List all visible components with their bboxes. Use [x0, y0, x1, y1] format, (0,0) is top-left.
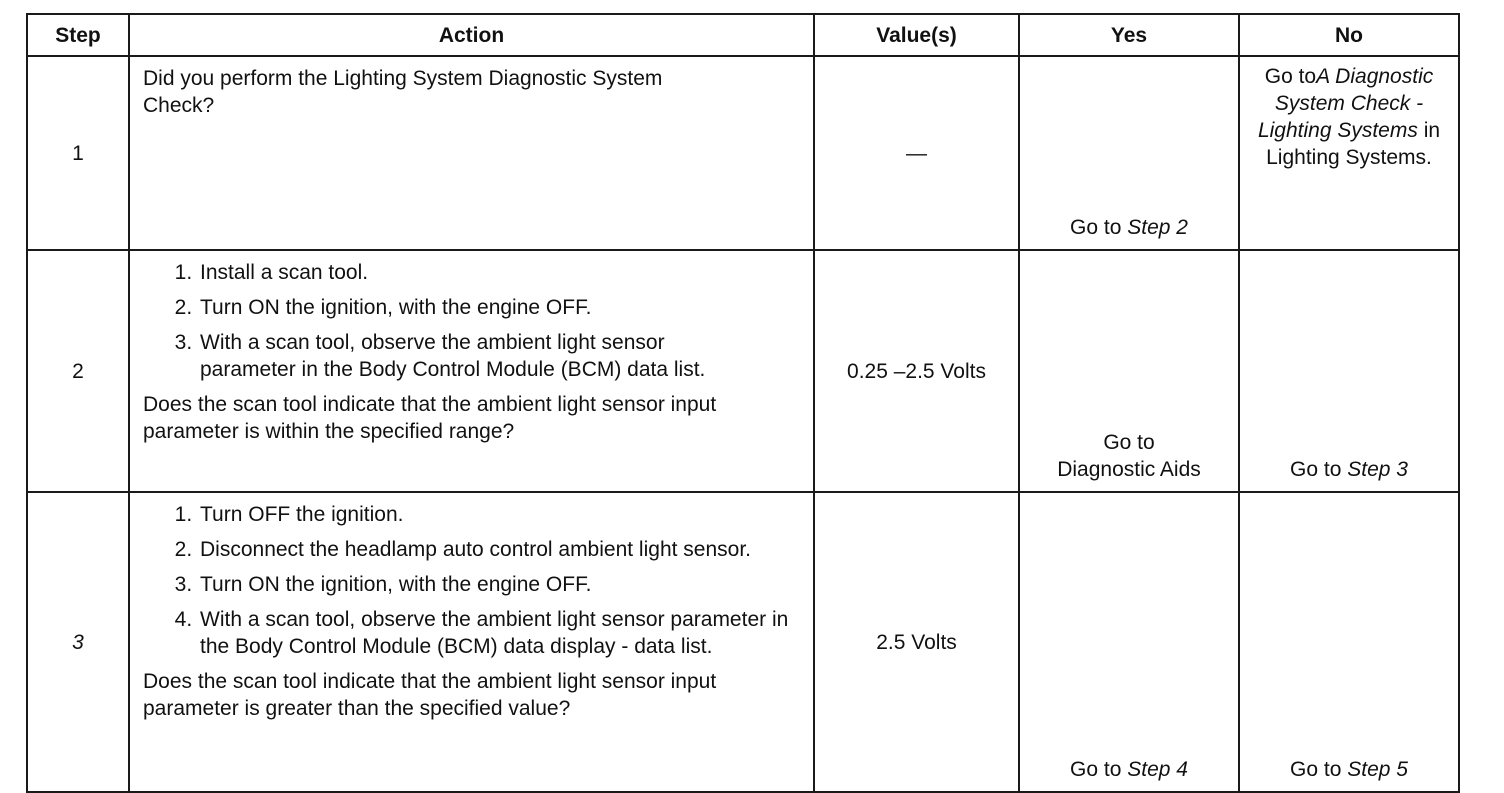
no-cell	[1239, 492, 1459, 792]
table-row	[27, 56, 1459, 250]
header-values: Value(s)	[814, 14, 1019, 56]
yes-prefix: Go to	[1070, 758, 1128, 781]
action-step: 3. Turn ON the ignition, with the engine OFF.	[198, 571, 803, 598]
yes-cell	[1019, 250, 1239, 492]
action-step: 2. Turn ON the ignition, with the engine OFF.	[198, 294, 803, 321]
yes-step-link: Step 2	[1127, 216, 1188, 239]
header-action: Action	[129, 14, 814, 56]
no-step-link: Step 5	[1347, 758, 1408, 781]
table-row	[27, 492, 1459, 792]
action-step: 1. Turn OFF the ignition.	[198, 501, 803, 528]
action-step: 2. Disconnect the headlamp auto control ambient light sensor.	[198, 536, 790, 563]
value-cell: 0.25 –2.5 Volts	[814, 250, 1019, 492]
header-no: No	[1239, 14, 1459, 56]
action-question: Does the scan tool indicate that the ambient light sensor input parameter is within the specified range?	[143, 393, 717, 443]
no-suffix: in Lighting Systems.	[1266, 119, 1441, 169]
yes-cell	[1019, 56, 1239, 250]
action-cell	[129, 56, 814, 250]
action-step: 3. With a scan tool, observe the ambient light sensor parameter in the Body Control Module (BCM) data list.	[198, 329, 740, 383]
header-step: Step	[27, 14, 129, 56]
no-prefix: Go to	[1290, 458, 1348, 481]
yes-cell	[1019, 492, 1239, 792]
action-step: 1. Install a scan tool.	[198, 259, 803, 286]
yes-prefix: Go to	[1070, 216, 1128, 239]
no-cell	[1239, 56, 1459, 250]
yes-line1: Go to	[1103, 431, 1155, 454]
no-prefix: Go to	[1264, 65, 1317, 88]
diagnostic-table	[26, 13, 1460, 793]
action-steps	[143, 259, 803, 383]
yes-line2: Diagnostic Aids	[1057, 458, 1201, 481]
action-cell	[129, 250, 814, 492]
no-step-link: Step 3	[1347, 458, 1408, 481]
table-header-row	[27, 14, 1459, 56]
action-question: Did you perform the Lighting System Diagnostic System Check?	[143, 67, 663, 117]
action-steps	[143, 501, 803, 660]
no-reference: A Diagnostic System Check - Lighting Systems	[1257, 65, 1434, 142]
action-cell	[129, 492, 814, 792]
step-number: 2	[27, 250, 129, 492]
action-step: 4. With a scan tool, observe the ambient light sensor parameter in the Body Control Module (BCM) data display - data list.	[198, 606, 790, 660]
no-prefix: Go to	[1290, 758, 1348, 781]
step-number: 3	[27, 492, 129, 792]
value-cell: 2.5 Volts	[814, 492, 1019, 792]
action-question: Does the scan tool indicate that the ambient light sensor input parameter is greater than the specified value?	[143, 670, 717, 720]
step-number: 1	[27, 56, 129, 250]
value-cell: —	[814, 56, 1019, 250]
yes-step-link: Step 4	[1127, 758, 1188, 781]
no-cell	[1239, 250, 1459, 492]
table-row	[27, 250, 1459, 492]
header-yes: Yes	[1019, 14, 1239, 56]
